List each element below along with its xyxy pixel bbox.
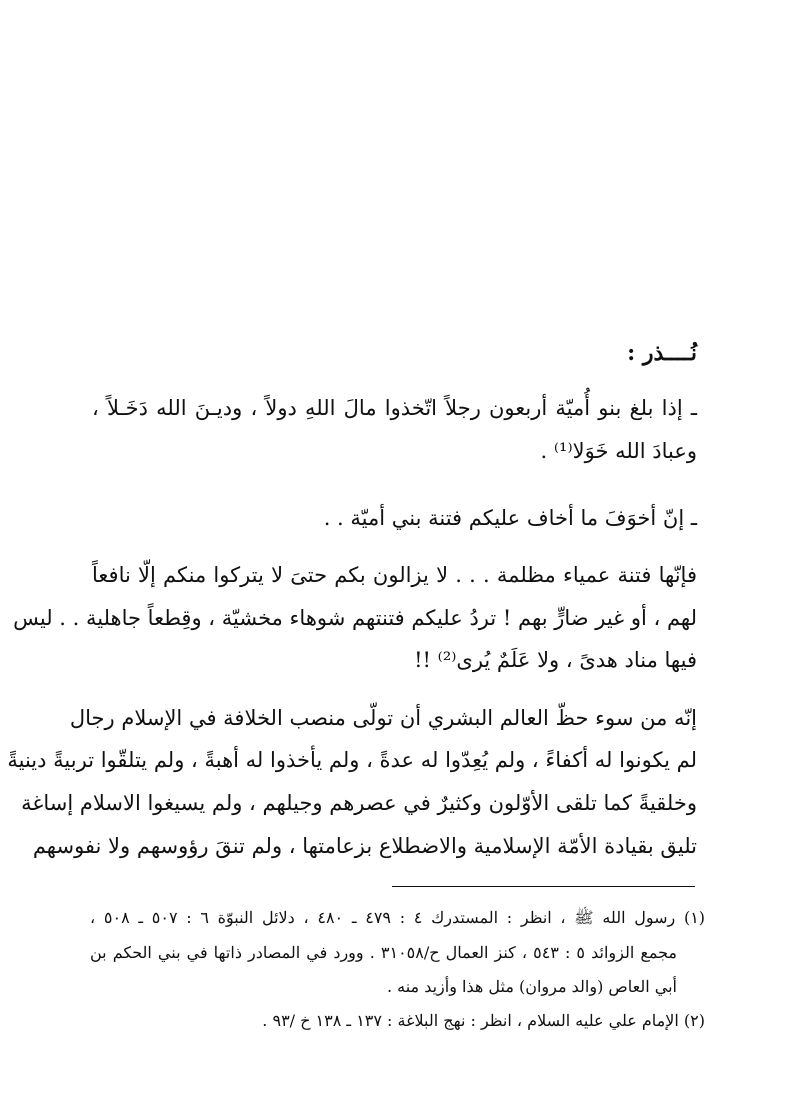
paragraph-line: ـ إنّ أخوَفَ ما أخاف عليكم فتنة بني أميّة . . (323, 506, 697, 530)
section-heading: نُــــذر : (627, 340, 697, 366)
paragraph-line: لم يكونوا له أكفاءً ، ولم يُعِدّوا له عدةً ، ولم يأخذوا له أهبةً ، ولم يتلقّوا تربيةً دينيةً (7, 748, 697, 772)
paragraph-line: فيها مناد هدىً ، ولا عَلَمٌ يُرى⁽²⁾ !! (414, 648, 697, 672)
footnote-line: (٢) الإمام علي عليه السلام ، انظر : نهج البلاغة : ١٣٧ ـ ١٣٨ خ /٩٣ . (262, 1011, 705, 1030)
footnote-separator (392, 886, 695, 887)
paragraph-line: إنّه من سوء حظّ العالم البشري أن تولّى منصب الخلافة في الإسلام رجال (69, 706, 697, 730)
paragraph-line: ـ إذا بلغ بنو أُميّة أربعون رجلاً اتّخذوا مالَ اللهِ دولاً ، وديـنَ الله دَخَـلاً ، (92, 396, 697, 420)
paragraph-line: وعبادَ الله خَوَلا⁽¹⁾ . (540, 439, 697, 463)
paragraph-line: تليق بقيادة الأمّة الإسلامية والاضطلاع بزعامتها ، ولم تنقَ رؤوسهم ولا نفوسهم (32, 834, 697, 858)
footnote-line: (١) رسول الله ﷺ ، انظر : المستدرك ٤ : ٤٧٩ ـ ٤٨٠ ، دلائل النبوّة ٦ : ٥٠٧ ـ ٥٠٨ ، (90, 908, 706, 927)
footnote-line: أبي العاص (والد مروان) مثل هذا وأزيد منه . (386, 977, 677, 996)
paragraph-line: وخلقيةً كما تلقى الأوّلون وكثيرٌ في عصرهم وجيلهم ، ولم يسيغوا الاسلام إساغة (21, 791, 697, 815)
footnote-line: مجمع الزوائد ٥ : ٥٤٣ ، كنز العمال ح/٣١٠٥٨ . وورد في المصادر ذاتها في بني الحكم بن (90, 943, 678, 962)
paragraph-line: لهم ، أو غير ضارٍّ بهم ! تردُ عليكم فتنتهم شوهاء مخشيّة ، وقِطعاً جاهلية . . ليس (13, 606, 697, 630)
paragraph-line: فإنّها فتنة عمياء مظلمة . . . لا يزالون بكم حتىَ لا يتركوا منكم إلّا نافعاً (92, 563, 697, 587)
